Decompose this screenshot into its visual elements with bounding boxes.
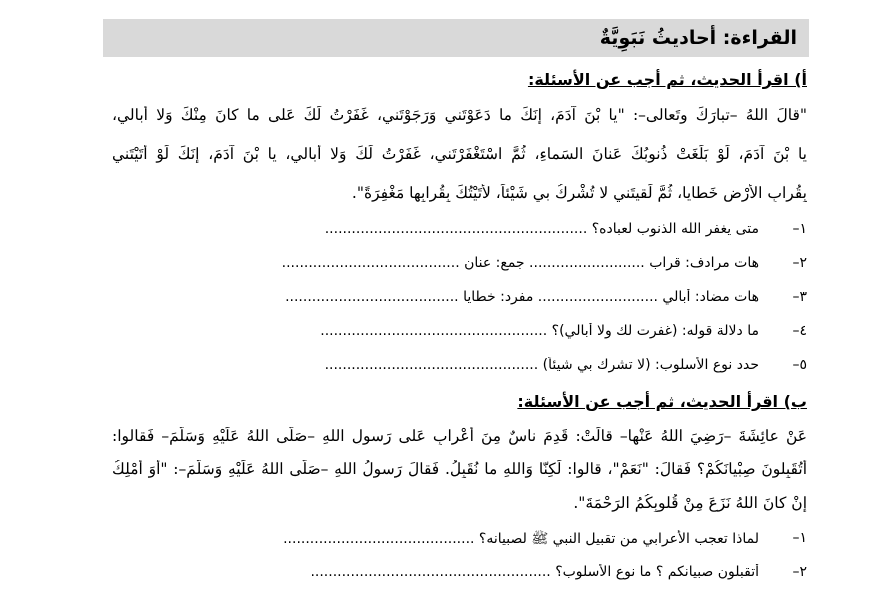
page-title	[103, 19, 809, 57]
question-text: هات مرادف: قراب .......................... جمع: عنان ........................................	[281, 255, 759, 271]
hadith-b-line-3: إِنْ كانَ اللهُ نَزَعَ مِنْ قُلوبِكُمُ الرَحْمَةَ".	[573, 494, 807, 512]
question-b-1	[130, 530, 807, 552]
page-title-text: القراءة: أحاديثُ نَبَوِيَّةٌ	[599, 27, 797, 49]
question-number: ١–	[792, 221, 807, 237]
question-text: لماذا تعجب الأعرابي من تقبيل النبي ﷺ لصبيانه؟ ...........................................	[283, 531, 759, 547]
question-a-2	[130, 255, 807, 277]
question-number: ٢–	[792, 564, 807, 580]
question-a-4	[130, 323, 807, 345]
question-number: ٤–	[792, 323, 807, 339]
section-a-heading: أ) اقرأ الحديث، ثم أجب عن الأسئلة:	[527, 70, 807, 89]
hadith-a-line-3: بِقُرابِ الأَرْضِ خَطايا، ثُمَّ لَقيتَني لا تُشْرِكُ بي شَيْئاً، لأَتَيْتُكَ بِقُرابِها مَغْفِرَةً".	[351, 184, 807, 202]
question-number: ٥–	[792, 357, 807, 373]
hadith-b-line-2: أَتُقَبِلونَ صِبْيانَكُمْ؟ فَقالَ: "نَعَمْ"، قالوا: لَكِنّا وَاللهِ ما نُقَبِلُ. فَقالَ رَسولُ اللهِ –صَلّى اللهُ عَلَيْهِ وَسَلَّمَ–: "أَوَ أَمْلِكُ	[112, 460, 807, 478]
question-text: هات مضاد: أبالي ........................... مفرد: خطايا .......................................	[285, 289, 759, 305]
question-text: أتقبلون صبيانكم ؟ ما نوع الأسلوب؟ ......................................................	[310, 564, 759, 580]
section-b-heading: ب) اقرأ الحديث، ثم أجب عن الأسئلة:	[517, 392, 807, 411]
question-a-5	[130, 357, 807, 379]
question-number: ٣–	[792, 289, 807, 305]
question-a-3	[130, 289, 807, 311]
question-b-2	[130, 564, 807, 586]
question-number: ٢–	[792, 255, 807, 271]
question-text: حدد نوع الأسلوب: (لا تشرك بي شيئاً) ................................................	[324, 357, 759, 373]
question-text: متى يغفر الله الذنوب لعباده؟ ...........................................................	[324, 221, 759, 237]
question-text: ما دلالة قوله: (غفرت لك ولا أبالي)؟ ...................................................	[320, 323, 759, 339]
question-a-1	[130, 221, 807, 243]
hadith-a-line-2: يا بْنَ آدَمَ، لَوْ بَلَغَتْ ذُنوبُكَ عَنانَ السَماءِ، ثُمَّ اسْتَغْفَرْتَني، غَفَرْتُ لَكَ وَلا أُبالي، يا بْنَ آدَمَ، إِنَكَ لَوْ أَتَيْتَني	[112, 145, 807, 163]
hadith-a-line-1: "قالَ اللهُ –تبارَكَ وتَعالى–: "يا بْنَ آدَمَ، إِنَكَ ما دَعَوْتَني وَرَجَوْتَني، غَفَرْتُ لَكَ عَلى ما كانَ مِنْكَ وَلا أُبالي،	[112, 106, 807, 124]
hadith-b-line-1: عَنْ عائِشَةَ –رَضِيَ اللهُ عَنْها– قالَتْ: قَدِمَ ناسٌ مِنَ أَعْرابٍ عَلى رَسولِ اللهِ –صَلّى اللهُ عَلَيْهِ وَسَلَّمَ– فَقالوا:	[112, 427, 807, 445]
question-number: ١–	[792, 530, 807, 546]
